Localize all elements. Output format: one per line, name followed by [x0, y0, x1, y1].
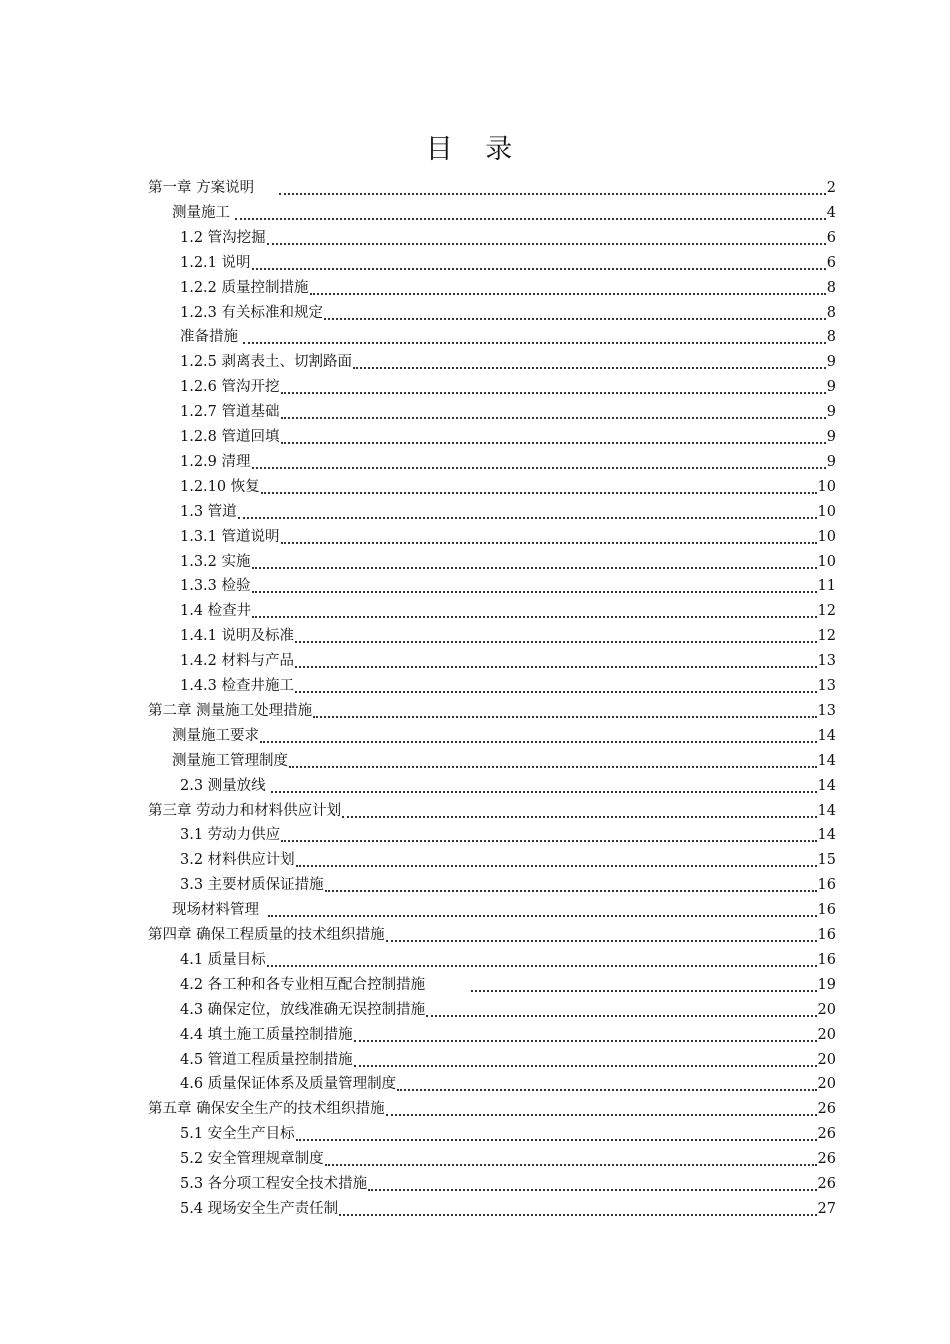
toc-page-number: 19 [817, 976, 836, 993]
toc-entry-label: 测量施工管理制度 [172, 752, 288, 769]
toc-page-number: 13 [817, 702, 836, 719]
toc-page-number: 9 [826, 453, 836, 470]
toc-page-number: 20 [817, 1026, 836, 1043]
toc-dot-leader [281, 526, 817, 544]
toc-dot-leader [252, 252, 826, 270]
toc-entry[interactable] [180, 299, 836, 323]
toc-dot-leader [295, 625, 817, 643]
toc-entry-label: 3.3 主要材质保证措施 [180, 877, 324, 894]
toc-dot-leader [397, 1073, 816, 1091]
toc-page-number: 16 [817, 902, 836, 919]
toc-page-number: 6 [826, 229, 836, 246]
toc-dot-leader [426, 999, 816, 1017]
toc-dot-leader [289, 750, 817, 768]
toc-entry-label: 1.2.1 说明 [180, 254, 251, 271]
toc-entry[interactable] [180, 473, 836, 497]
toc-dot-leader [295, 650, 817, 668]
toc-dot-leader [295, 675, 817, 693]
toc-entry-label: 1.2.9 清理 [180, 453, 251, 470]
toc-entry[interactable] [180, 772, 836, 796]
toc-entry-label: 第三章 劳动力和材料供应计划 [148, 802, 342, 819]
toc-dot-leader [354, 1049, 817, 1067]
toc-entry[interactable] [180, 971, 836, 995]
toc-entry[interactable] [180, 1195, 836, 1219]
toc-page-number: 12 [817, 603, 836, 620]
toc-entry-label: 1.2 管沟挖掘 [180, 229, 266, 246]
toc-page-number: 6 [826, 254, 836, 271]
toc-page-number: 13 [817, 678, 836, 694]
toc-dot-leader [238, 501, 817, 519]
toc-entry-label: 1.4.1 说明及标准 [180, 628, 295, 645]
toc-page-number: 16 [817, 951, 836, 968]
toc-entry[interactable] [180, 647, 836, 671]
toc-page-number: 13 [817, 653, 836, 670]
toc-page-number: 26 [817, 1126, 836, 1143]
toc-dot-leader [353, 351, 826, 369]
toc-entry-label: 现场材料管理 [172, 902, 259, 919]
toc-entry[interactable] [148, 1095, 836, 1119]
toc-entry[interactable] [180, 597, 836, 621]
toc-entry-label: 准备措施 [180, 329, 238, 346]
toc-page-number: 20 [817, 1001, 836, 1018]
toc-page-number: 14 [817, 802, 836, 819]
toc-entry[interactable] [148, 697, 836, 721]
toc-page-number: 12 [817, 628, 836, 645]
toc-page-number: 26 [817, 1176, 836, 1192]
toc-entry-label: 5.1 安全生产目标 [180, 1126, 295, 1143]
toc-entry[interactable] [180, 548, 836, 572]
toc-entry-label: 第二章 测量施工处理措施 [148, 702, 313, 719]
toc-dot-leader [325, 874, 817, 892]
toc-dot-leader [310, 277, 826, 295]
toc-entry-label: 测量施工 [172, 204, 230, 221]
toc-dot-leader [281, 824, 816, 842]
toc-entry[interactable] [180, 996, 836, 1020]
toc-entry-label: 4.3 确保定位，放线准确无误控制措施 [180, 1001, 426, 1018]
toc-dot-leader [268, 899, 817, 917]
toc-page-number: 9 [826, 354, 836, 371]
toc-dot-leader [243, 326, 826, 344]
toc-dot-leader [281, 426, 826, 444]
toc-dot-leader [325, 1148, 817, 1166]
toc-page-number: 14 [817, 777, 836, 794]
toc-dot-leader [386, 924, 817, 942]
toc-dot-leader [339, 1198, 816, 1216]
toc-entry[interactable] [180, 423, 836, 447]
toc-dot-leader [296, 849, 817, 867]
toc-entry[interactable] [180, 672, 836, 696]
toc-page-number: 8 [826, 304, 836, 321]
toc-entry[interactable] [180, 572, 836, 596]
toc-entry-label: 4.5 管道工程质量控制措施 [180, 1051, 353, 1068]
toc-entry[interactable] [180, 1170, 836, 1194]
toc-entry-label: 1.2.10 恢复 [180, 478, 260, 495]
toc-entry[interactable] [180, 1070, 836, 1094]
toc-entry[interactable] [180, 398, 836, 422]
toc-entry-label: 1.4 检查井 [180, 603, 252, 620]
toc-dot-leader [267, 227, 826, 245]
toc-page-number: 2 [826, 180, 836, 196]
toc-entry-label: 1.3.3 检验 [180, 578, 251, 595]
toc-page-number: 9 [826, 429, 836, 445]
toc-page-number: 10 [817, 478, 836, 495]
toc-dot-leader [252, 451, 826, 469]
toc-dot-leader [235, 202, 826, 220]
toc-entry-label: 4.2 各工种和各专业相互配合控制措施 [180, 976, 426, 993]
toc-entry[interactable] [148, 921, 836, 945]
toc-entry[interactable] [180, 846, 836, 870]
toc-entry-label: 1.2.3 有关标准和规定 [180, 304, 324, 321]
toc-entry-label: 5.3 各分项工程安全技术措施 [180, 1176, 368, 1192]
toc-entry-label: 1.2.6 管沟开挖 [180, 379, 280, 396]
toc-page-number: 9 [826, 404, 836, 421]
toc-dot-leader [271, 775, 817, 793]
toc-entry-label: 第四章 确保工程质量的技术组织措施 [148, 927, 385, 943]
toc-dot-leader [261, 476, 817, 494]
toc-dot-leader [281, 401, 826, 419]
toc-entry[interactable] [180, 348, 836, 372]
toc-dot-leader [279, 177, 826, 195]
toc-dot-leader [260, 725, 817, 743]
toc-dot-leader [368, 1173, 816, 1191]
toc-entry[interactable] [172, 199, 836, 223]
toc-dot-leader [324, 302, 826, 320]
toc-page-number: 10 [817, 503, 836, 520]
toc-entry[interactable] [172, 747, 836, 771]
toc-page-number: 26 [817, 1101, 836, 1118]
toc-page-number: 14 [817, 827, 836, 844]
toc-title: 目 录 [425, 134, 525, 165]
toc-entry[interactable] [180, 1120, 836, 1144]
toc-entry-label: 1.2.5 剥离表土、切割路面 [180, 354, 353, 371]
toc-entry[interactable] [180, 622, 836, 646]
toc-entry[interactable] [180, 821, 836, 845]
toc-entry-label: 2.3 测量放线 [180, 777, 266, 794]
toc-page-number: 16 [817, 877, 836, 894]
toc-page-number: 10 [817, 528, 836, 545]
toc-page-number: 20 [817, 1076, 836, 1093]
toc-entry[interactable] [180, 224, 836, 248]
toc-dot-leader [471, 974, 817, 992]
toc-entry-label: 4.4 填土施工质量控制措施 [180, 1026, 353, 1043]
toc-entry[interactable] [180, 323, 836, 347]
toc-entry-label: 4.6 质量保证体系及质量管理制度 [180, 1076, 397, 1093]
toc-entry-label: 1.3 管道 [180, 503, 237, 520]
toc-page-number: 9 [826, 379, 836, 396]
toc-entry[interactable] [180, 274, 836, 298]
toc-dot-leader [267, 949, 817, 967]
toc-dot-leader [281, 376, 826, 394]
toc-entry[interactable] [180, 1021, 836, 1045]
toc-dot-leader [252, 575, 817, 593]
toc-entry-label: 1.4.2 材料与产品 [180, 653, 295, 670]
toc-page-number: 10 [817, 553, 836, 570]
toc-page-number: 15 [817, 852, 836, 869]
toc-entry[interactable] [172, 722, 836, 746]
toc-entry[interactable] [172, 896, 836, 920]
toc-entry-label: 3.2 材料供应计划 [180, 852, 295, 869]
toc-entry-label: 第五章 确保安全生产的技术组织措施 [148, 1101, 385, 1118]
toc-entry-label: 1.4.3 检查井施工 [180, 678, 295, 694]
toc-entry-label: 1.2.7 管道基础 [180, 404, 280, 421]
toc-entry[interactable] [180, 249, 836, 273]
toc-entry[interactable] [180, 1145, 836, 1169]
toc-entry-label: 1.3.2 实施 [180, 553, 251, 570]
toc-entry-label: 3.1 劳动力供应 [180, 827, 281, 844]
toc-dot-leader [354, 1024, 817, 1042]
toc-entry[interactable] [180, 498, 836, 522]
toc-dot-leader [252, 551, 817, 569]
toc-page-number: 8 [826, 279, 836, 296]
toc-dot-leader [296, 1123, 817, 1141]
toc-page-number: 8 [826, 329, 836, 346]
toc-dot-leader [252, 600, 816, 618]
toc-entry-label: 4.1 质量目标 [180, 951, 266, 968]
toc-entry[interactable] [180, 871, 836, 895]
toc-entry[interactable] [148, 174, 836, 198]
toc-page-number: 4 [826, 204, 836, 221]
toc-entry-label: 测量施工要求 [172, 727, 259, 744]
toc-page-number: 26 [817, 1151, 836, 1168]
toc-entry-label: 5.4 现场安全生产责任制 [180, 1200, 339, 1217]
toc-entry-label: 1.3.1 管道说明 [180, 528, 280, 545]
toc-page-number: 16 [817, 927, 836, 943]
toc-dot-leader [342, 800, 816, 818]
toc-entry-label: 5.2 安全管理规章制度 [180, 1151, 324, 1168]
toc-entry[interactable] [180, 523, 836, 547]
toc-entry[interactable] [180, 448, 836, 472]
toc-page-number: 11 [817, 578, 836, 595]
toc-dot-leader [386, 1098, 817, 1116]
toc-page-number: 14 [817, 752, 836, 769]
toc-entry[interactable] [180, 946, 836, 970]
toc-entry[interactable] [180, 1046, 836, 1070]
toc-entry[interactable] [148, 797, 836, 821]
toc-entry-label: 1.2.8 管道回填 [180, 429, 280, 445]
toc-entry-label: 第一章 方案说明 [148, 180, 255, 196]
toc-dot-leader [313, 700, 816, 718]
toc-entry[interactable] [180, 373, 836, 397]
toc-entry-label: 1.2.2 质量控制措施 [180, 279, 309, 296]
toc-page-number: 20 [817, 1051, 836, 1068]
toc-page-number: 14 [817, 727, 836, 744]
toc-page-number: 27 [817, 1200, 836, 1217]
